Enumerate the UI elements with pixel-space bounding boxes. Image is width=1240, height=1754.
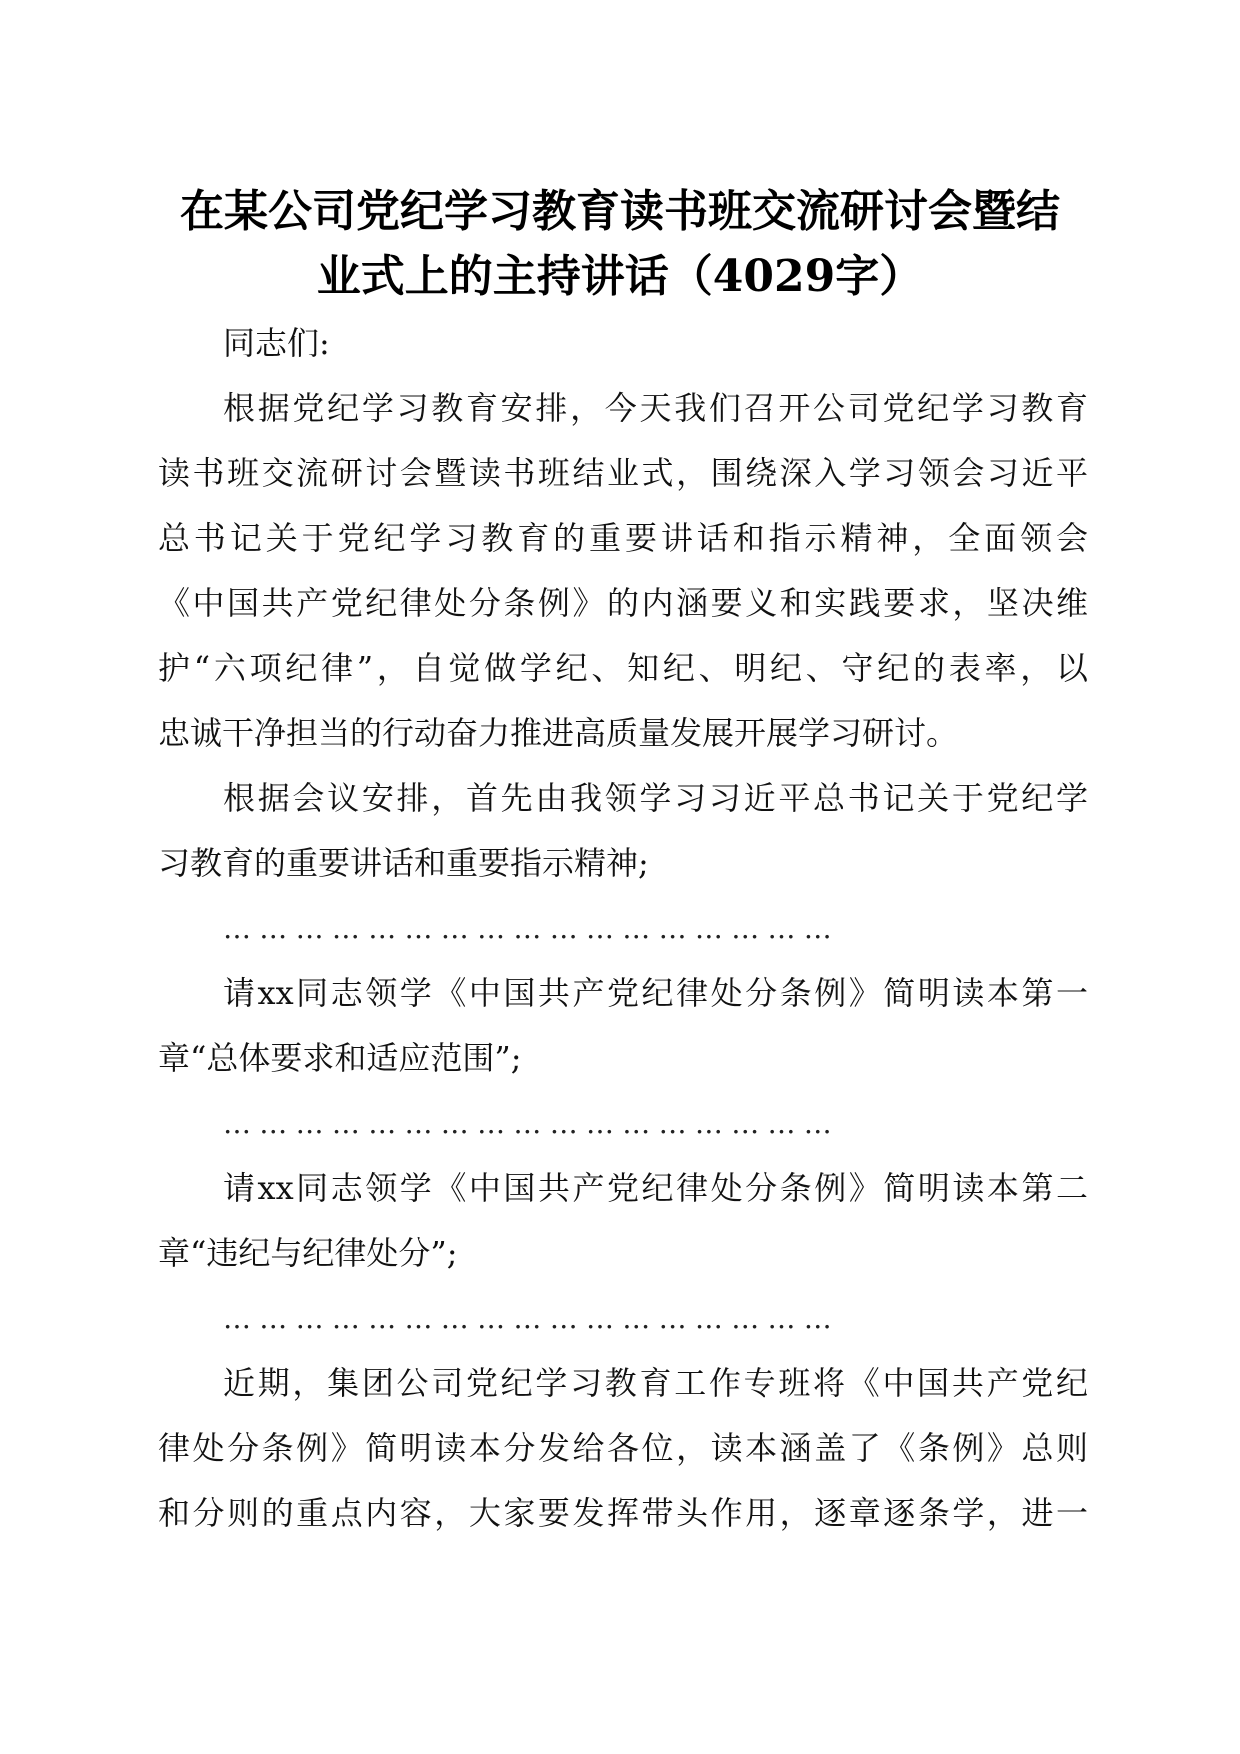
paragraph-5-line-3: 和分则的重点内容，大家要发挥带头作用，逐章逐条学，进一 xyxy=(158,1494,1088,1532)
paragraph-1-line-1: 根据党纪学习教育安排，今天我们召开公司党纪学习教育 xyxy=(223,389,1088,427)
ellipsis-divider-2: …………………………………………… xyxy=(223,1109,841,1139)
document-title-line-2: 业式上的主持讲话（4029字） xyxy=(316,251,924,302)
paragraph-2-line-1: 根据会议安排，首先由我领学习习近平总书记关于党纪学 xyxy=(223,779,1088,817)
paragraph-4-line-2: 章“违纪与纪律处分”; xyxy=(158,1234,458,1272)
paragraph-2-line-2: 习教育的重要讲话和重要指示精神; xyxy=(158,844,649,882)
paragraph-4-line-1: 请xx同志领学《中国共产党纪律处分条例》简明读本第二 xyxy=(223,1169,1088,1207)
paragraph-1-line-6: 忠诚干净担当的行动奋力推进高质量发展开展学习研讨。 xyxy=(158,714,959,752)
ellipsis-divider-1: …………………………………………… xyxy=(223,914,841,944)
paragraph-3-line-2: 章“总体要求和适应范围”; xyxy=(158,1039,522,1077)
ellipsis-divider-3: …………………………………………… xyxy=(223,1304,841,1334)
paragraph-5-line-2: 律处分条例》简明读本分发给各位，读本涵盖了《条例》总则 xyxy=(158,1429,1088,1467)
paragraph-5-line-1: 近期，集团公司党纪学习教育工作专班将《中国共产党纪 xyxy=(223,1364,1088,1402)
paragraph-1-line-4: 《中国共产党纪律处分条例》的内涵要义和实践要求，坚决维 xyxy=(158,584,1088,622)
paragraph-1-line-2: 读书班交流研讨会暨读书班结业式，围绕深入学习领会习近平 xyxy=(158,454,1088,492)
document-title-line-1: 在某公司党纪学习教育读书班交流研讨会暨结 xyxy=(180,186,1060,237)
paragraph-1-line-3: 总书记关于党纪学习教育的重要讲话和指示精神，全面领会 xyxy=(158,519,1088,557)
greeting: 同志们: xyxy=(223,324,330,362)
paragraph-3-line-1: 请xx同志领学《中国共产党纪律处分条例》简明读本第一 xyxy=(223,974,1088,1012)
paragraph-1-line-5: 护“六项纪律”，自觉做学纪、知纪、明纪、守纪的表率，以 xyxy=(158,649,1088,687)
